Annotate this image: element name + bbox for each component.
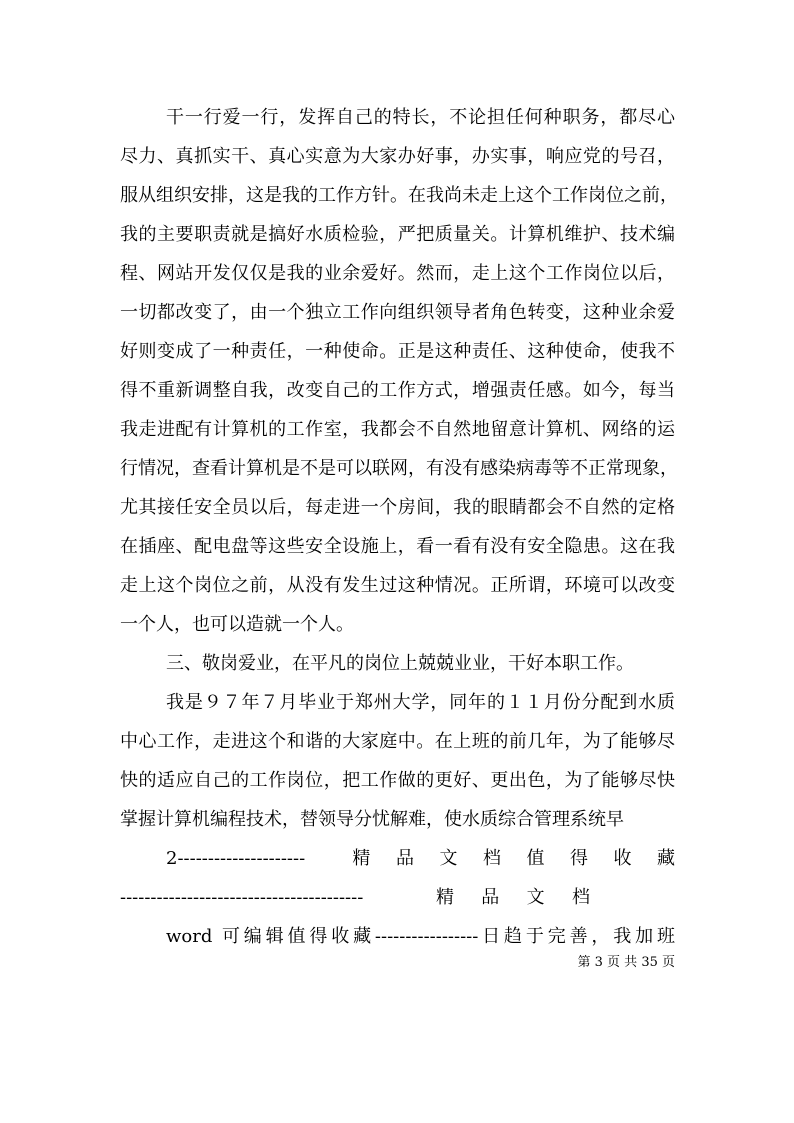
watermark-line: word 可编辑值得收藏-----------------日趋于完善，我加班 — [166, 926, 675, 947]
paragraph-line: 一个人，也可以造就一个人。 — [120, 614, 354, 635]
paragraph-line: 我是９７年７月毕业于郑州大学，同年的１１月份分配到水质 — [166, 692, 675, 713]
paragraph-line: 走上这个岗位之前，从没有发生过这种情况。正所谓，环境可以改变 — [120, 575, 675, 596]
paragraph-line: 服从组织安排，这是我的工作方针。在我尚未走上这个工作岗位之前， — [120, 185, 678, 206]
paragraph-line: 行情况，查看计算机是不是可以联网，有没有感染病毒等不正常现象， — [120, 458, 678, 479]
paragraph-line: 中心工作，走进这个和谐的大家庭中。在上班的前几年，为了能够尽 — [120, 731, 675, 752]
paragraph-line: 快的适应自己的工作岗位，把工作做的更好、更出色，为了能够尽快 — [120, 770, 675, 791]
paragraph-line: 我走进配有计算机的工作室，我都会不自然地留意计算机、网络的运 — [120, 419, 675, 440]
paragraph-line: 好则变成了一种责任，一种使命。正是这种责任、这种使命，使我不 — [120, 341, 675, 362]
watermark-line: 2--------------------- 精 品 文 档 值 得 收 藏 — [166, 848, 675, 869]
paragraph-line: 我的主要职责就是搞好水质检验，严把质量关。计算机维护、技术编 — [120, 224, 675, 245]
paragraph-line: 干一行爱一行，发挥自己的特长，不论担任何种职务，都尽心 — [166, 107, 675, 128]
page-number: 第 3 页 共 35 页 — [577, 955, 675, 970]
watermark-line: ---------------------------------------- 精品文档 — [120, 887, 590, 908]
paragraph-line: 掌握计算机编程技术，替领导分忧解难，使水质综合管理系统早 — [120, 809, 624, 830]
paragraph-line: 得不重新调整自我，改变自己的工作方式，增强责任感。如今，每当 — [120, 380, 675, 401]
paragraph-line: 尤其接任安全员以后，每走进一个房间，我的眼睛都会不自然的定格 — [120, 497, 675, 518]
paragraph-line: 一切都改变了，由一个独立工作向组织领导者角色转变，这种业余爱 — [120, 302, 675, 323]
section-heading: 三、敬岗爱业，在平凡的岗位上兢兢业业，干好本职工作。 — [166, 653, 634, 674]
paragraph-line: 在插座、配电盘等这些安全设施上，看一看有没有安全隐患。这在我 — [120, 536, 675, 557]
paragraph-line: 尽力、真抓实干、真心实意为大家办好事，办实事，响应党的号召， — [120, 146, 675, 167]
paragraph-line: 程、网站开发仅仅是我的业余爱好。然而，走上这个工作岗位以后， — [120, 263, 675, 284]
